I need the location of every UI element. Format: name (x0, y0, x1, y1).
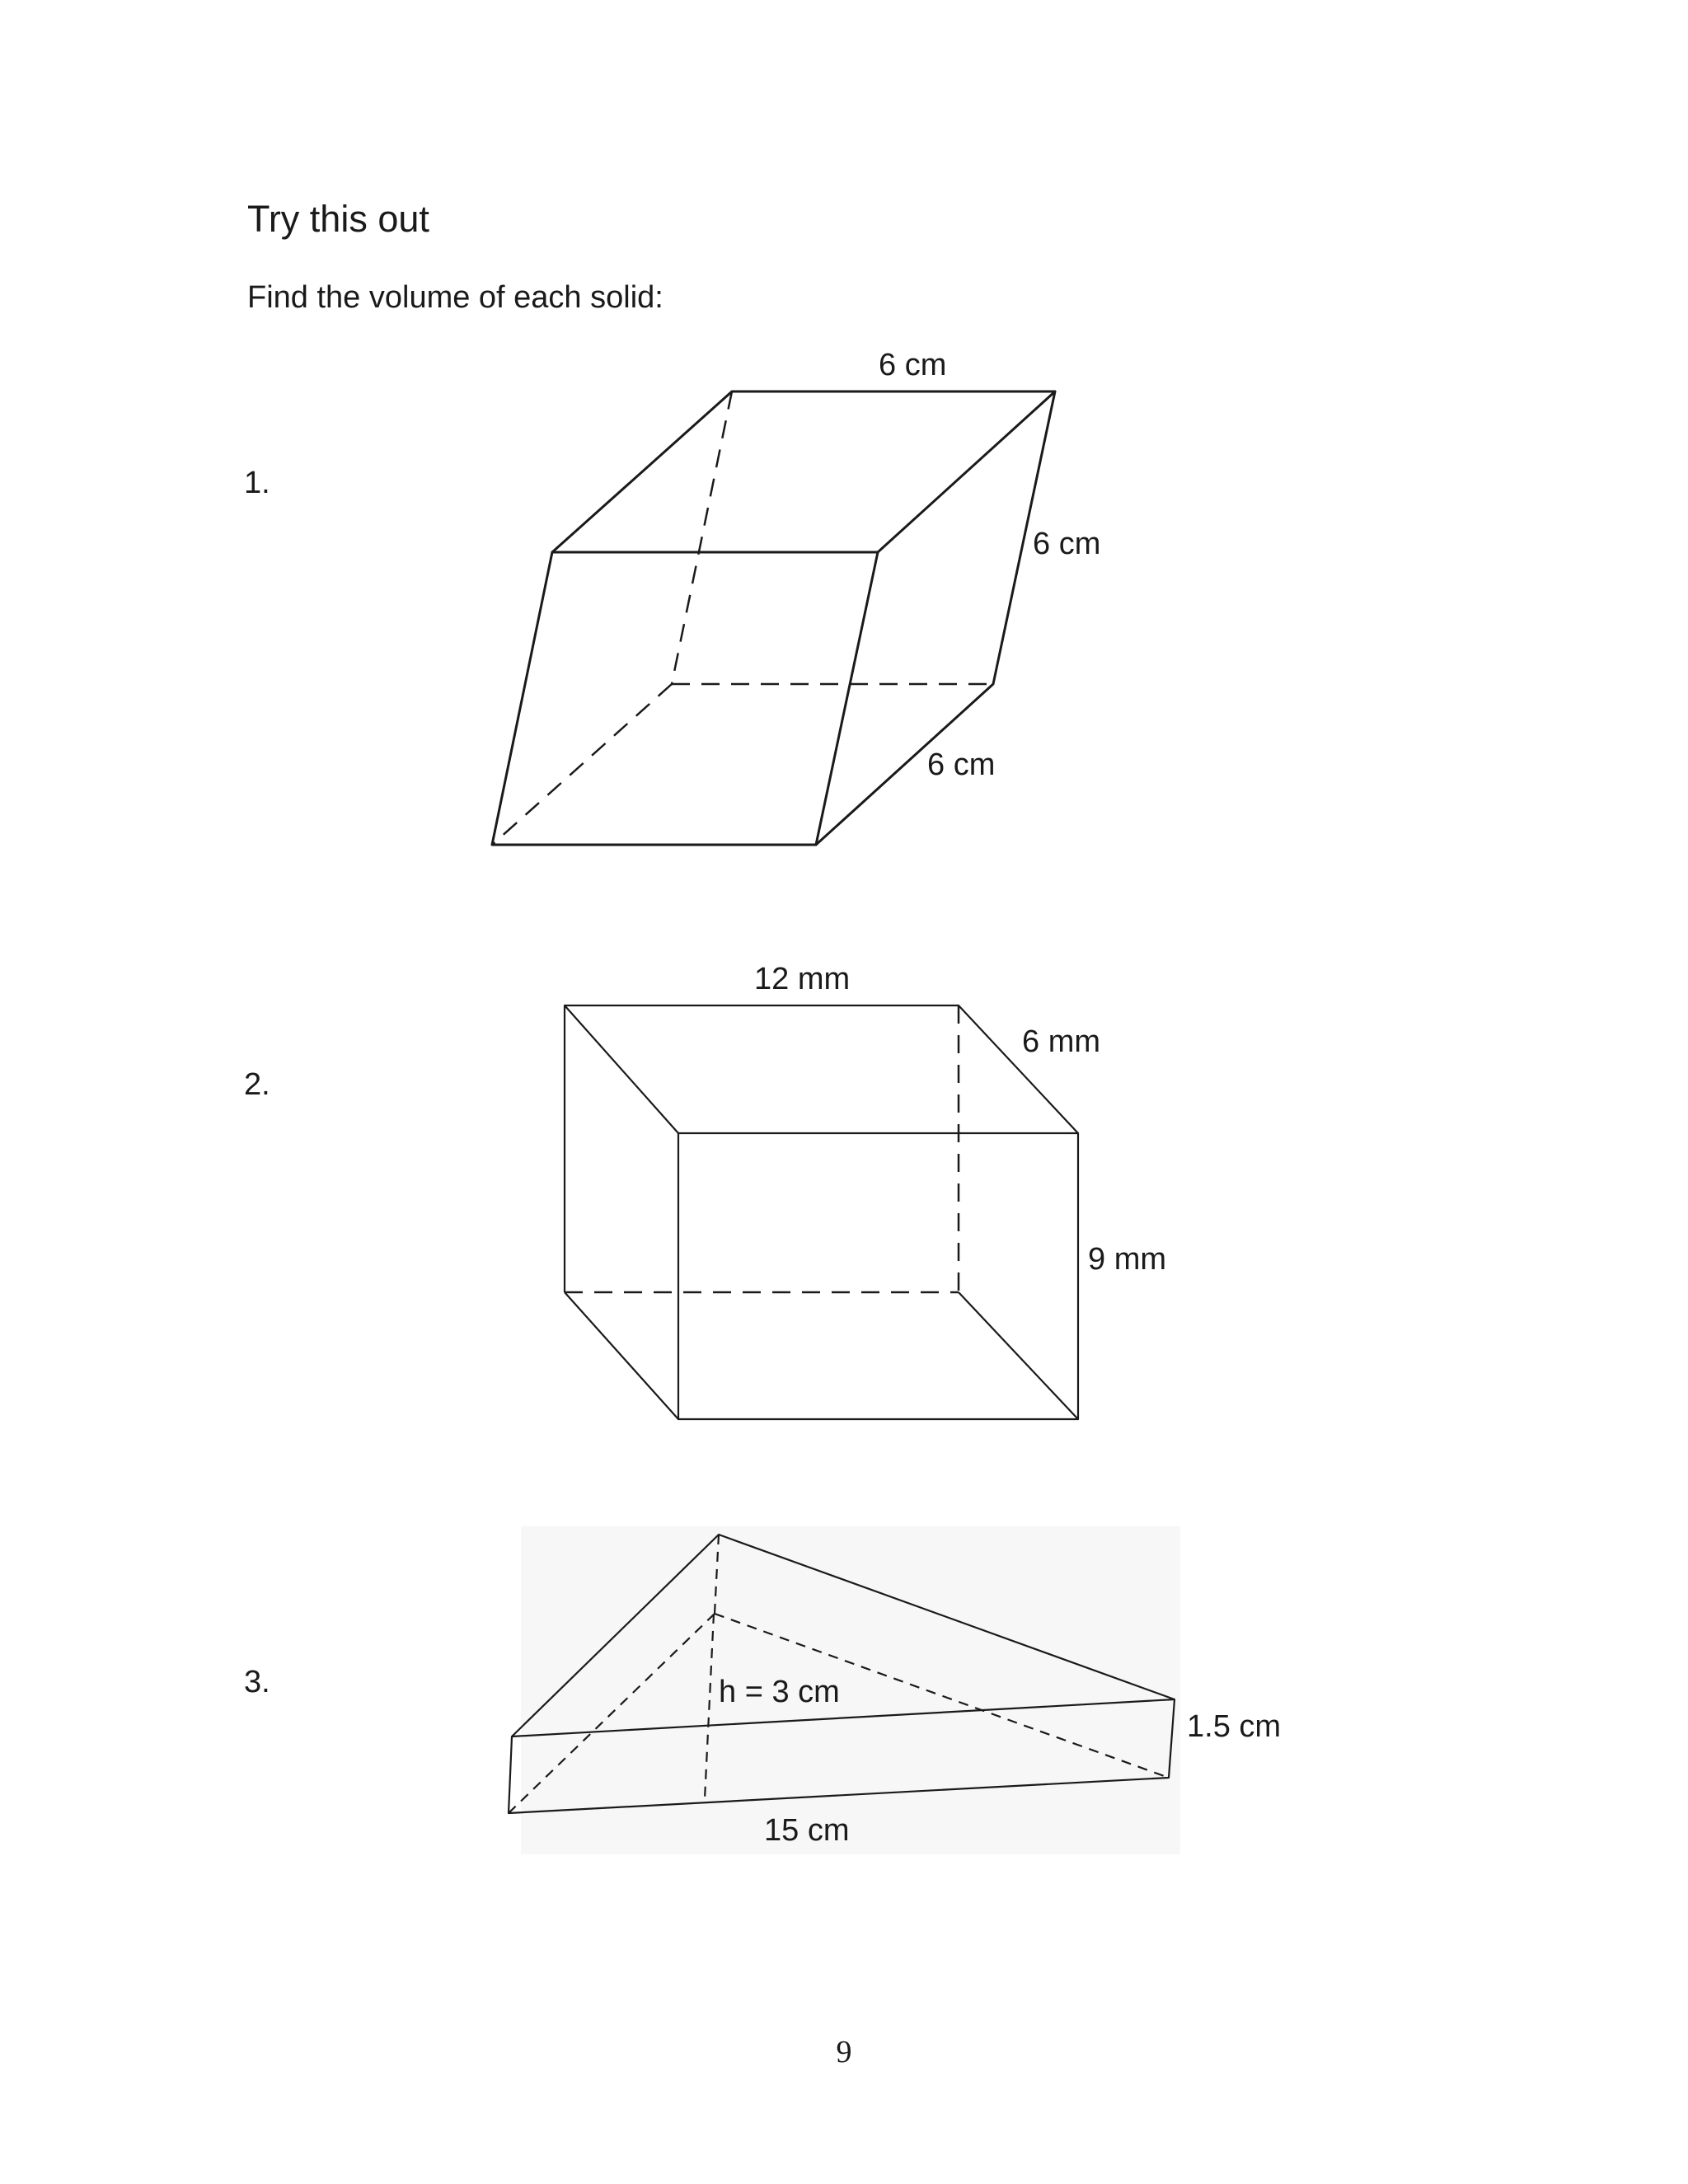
parallelepiped-bottom-label: 6 cm (927, 748, 996, 782)
page-title: Try this out (247, 198, 429, 240)
page-number: 9 (836, 2035, 852, 2069)
triangular-prism-height-label: h = 3 cm (719, 1675, 840, 1709)
parallelepiped-figure (492, 348, 1100, 845)
parallelepiped-top-label: 6 cm (879, 348, 947, 382)
problem-1-number: 1. (244, 466, 270, 500)
triangular-prism-background (521, 1526, 1180, 1854)
prism-depth-label: 6 mm (1022, 1024, 1100, 1059)
prism-height-label: 9 mm (1088, 1242, 1166, 1277)
parallelepiped-top-face (552, 391, 1055, 552)
prism-front-face (678, 1133, 1078, 1419)
triangular-prism-thickness-label: 1.5 cm (1187, 1709, 1282, 1744)
prism-top-left-edge (565, 1005, 678, 1133)
triangular-prism-base-label: 15 cm (764, 1813, 850, 1848)
triangular-prism-figure (509, 1526, 1281, 1854)
parallelepiped-front-face (492, 552, 878, 845)
instruction-text: Find the volume of each solid: (247, 280, 663, 315)
prism-length-label: 12 mm (754, 962, 851, 996)
prism-bottom-right-edge (959, 1292, 1078, 1419)
prism-bottom-left-edge (565, 1292, 678, 1419)
prism-back-outline (565, 1005, 1078, 1292)
parallelepiped-hidden-vertical-edge (672, 391, 732, 684)
problem-3-number: 3. (244, 1665, 270, 1699)
rectangular-prism-figure (565, 962, 1166, 1419)
problem-2-number: 2. (244, 1067, 270, 1102)
parallelepiped-right-label: 6 cm (1033, 527, 1101, 561)
